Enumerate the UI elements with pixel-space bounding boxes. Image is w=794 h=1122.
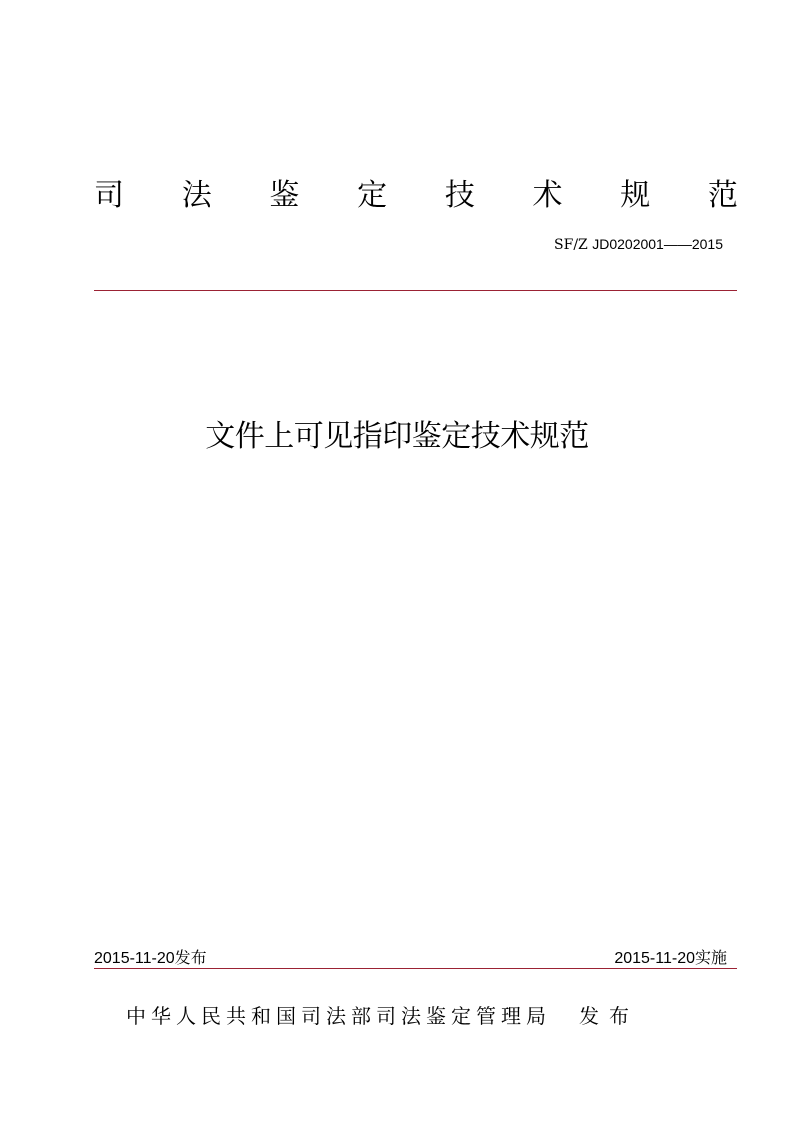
publisher: [126, 1003, 639, 1029]
issued-date-label: 发布: [174, 948, 207, 967]
series-title-char: 规: [620, 178, 651, 213]
series-title-char: 鉴: [269, 178, 300, 213]
publisher-name: 中华人民共和国司法部司法鉴定管理局: [126, 1004, 551, 1028]
issued-date: [94, 948, 207, 969]
series-title-char: 定: [357, 178, 388, 213]
document-title: 文件上可见指印鉴定技术规范: [205, 419, 589, 454]
date-row: [94, 948, 737, 969]
series-title-char: 技: [444, 178, 475, 213]
publisher-suffix: 发布: [579, 1004, 639, 1028]
header-divider: [94, 290, 737, 291]
series-title-char: 司: [94, 178, 124, 213]
standard-number-prefix: SF/Z: [554, 237, 588, 253]
series-title-char: 术: [532, 178, 563, 213]
effective-date-label: 实施: [694, 948, 727, 967]
series-title: [94, 178, 738, 214]
series-title-char: 法: [181, 178, 212, 213]
effective-date: [614, 948, 727, 969]
series-title-char: 范: [707, 178, 738, 213]
standard-number-code: JD0202001——2015: [592, 236, 723, 252]
issued-date-value: 2015-11-20: [94, 950, 175, 967]
standard-number: [554, 235, 723, 254]
effective-date-value: 2015-11-20: [614, 950, 695, 967]
